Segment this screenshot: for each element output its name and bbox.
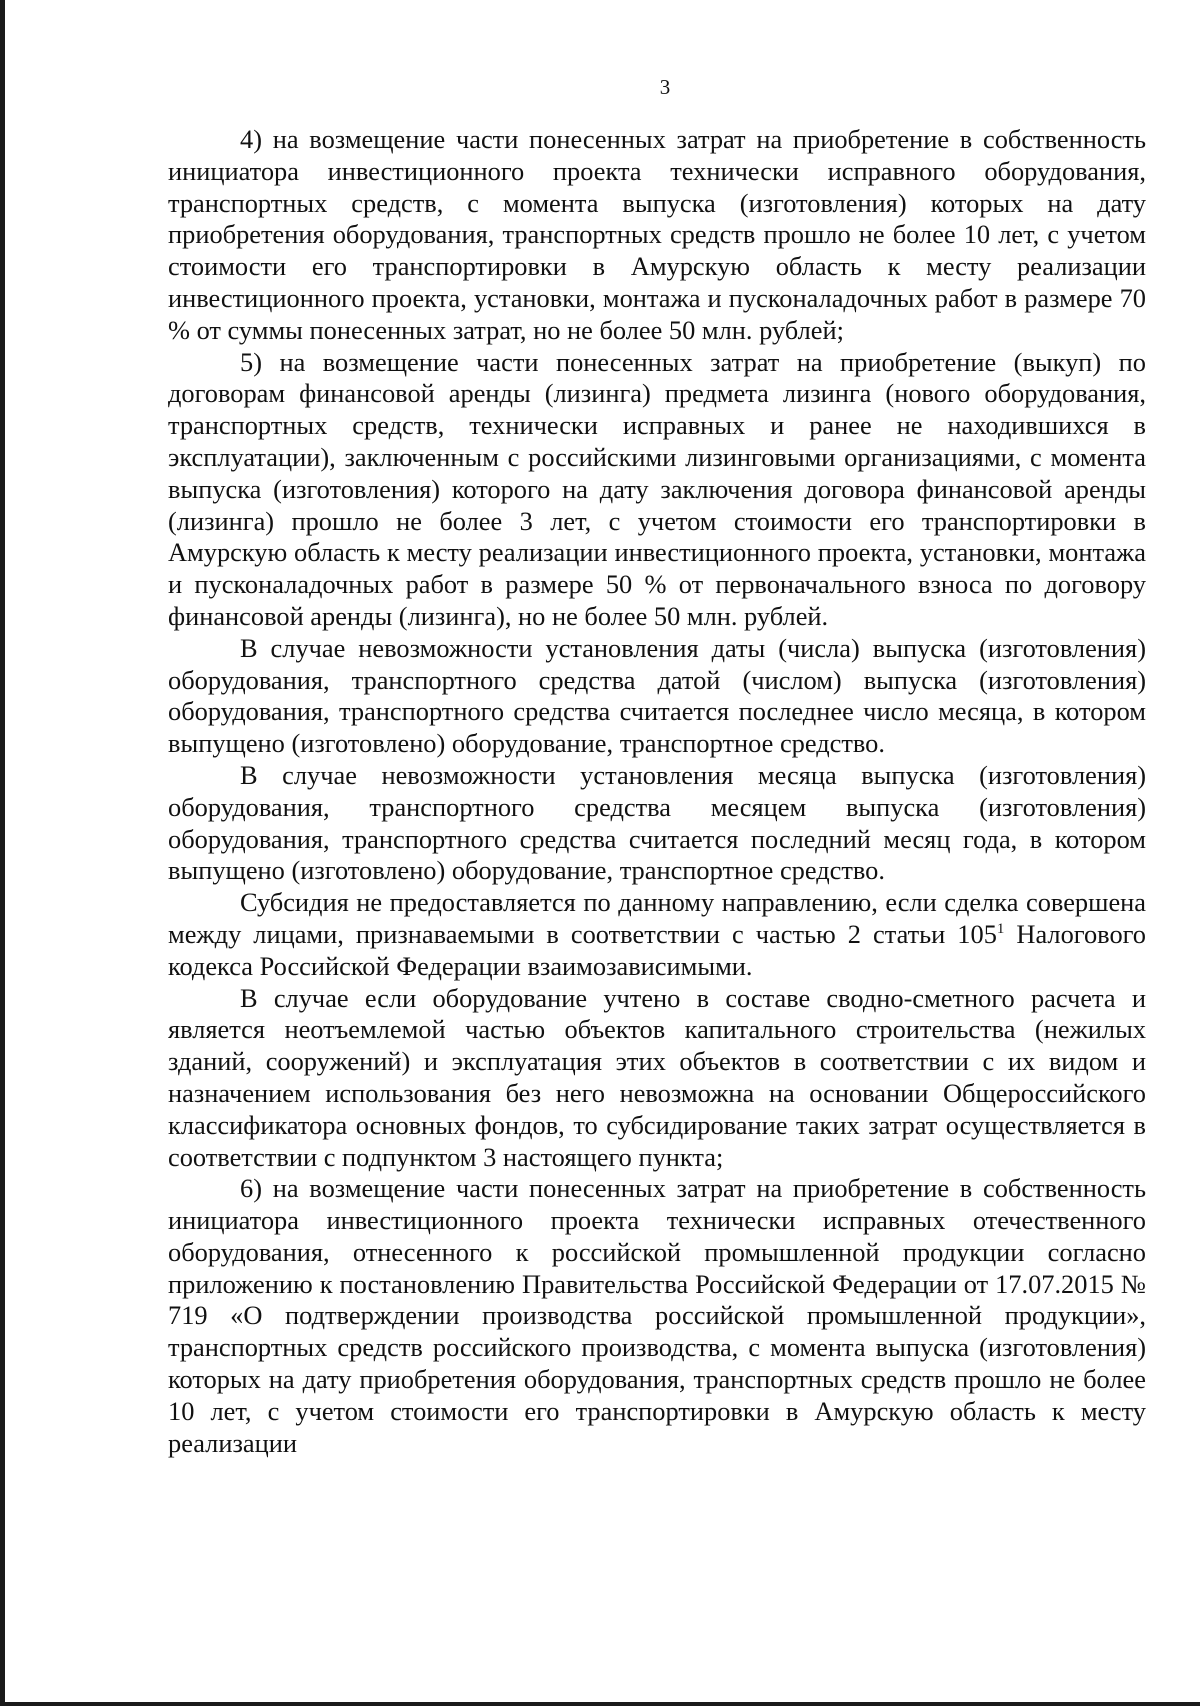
paragraph-release-month: В случае невозможности установления месяца выпуска (изготовления) оборудования, транспортного средства месяцем выпуска (изготовления) оборудования, транспортного средства считается последний месяц года, в котором выпущено (изготовлено) оборудование, транспортное средство. <box>168 759 1146 886</box>
subsidy-text-start: Субсидия не предоставляется по данному направлению, если сделка совершена между лицами, признаваемыми в соответствии с частью 2 статьи 105 <box>168 887 1146 949</box>
paragraph-subsidy-exclusion <box>168 887 1146 982</box>
page-number: 3 <box>659 75 671 99</box>
scan-left-edge <box>0 0 5 1706</box>
body-text <box>168 124 1146 1459</box>
subsidy-text-end: Налогового кодекса Российской Федерации взаимозависимыми. <box>168 918 1147 981</box>
paragraph-item-6: 6) на возмещение части понесенных затрат на приобретение в собственность инициатора инвестиционного проекта технически исправных отечественного оборудования, отнесенного к российской промышленной продукции согласно приложению к постановлению Правительства Российской Федерации от 17.07.2015 № 719 «О подтверждении производства российской промышленной продукции», транспортных средств российского производства, с момента выпуска (изготовления) которых на дату приобретения оборудования, транспортных средств прошло не более 10 лет, с учетом стоимости его транспортировки в Амурскую область к месту реализации <box>168 1173 1146 1458</box>
article-superscript: 1 <box>996 921 1005 938</box>
paragraph-item-4: 4) на возмещение части понесенных затрат на приобретение в собственность инициатора инвестиционного проекта технически исправного оборудования, транспортных средств, с момента выпуска (изготовления) которых на дату приобретения оборудования, транспортных средств прошло не более 10 лет, с учетом стоимости его транспортировки в Амурскую область к месту реализации инвестиционного проекта, установки, монтажа и пусконаладочных работ в размере 70 % от суммы понесенных затрат, но не более 50 млн. рублей; <box>168 124 1146 345</box>
paragraph-equipment-construction: В случае если оборудование учтено в составе сводно-сметного расчета и является неотъемлемой частью объектов капитального строительства (нежилых зданий, сооружений) и эксплуатация этих объектов в соответствии с их видом и назначением использования без него невозможна на основании Общероссийского классификатора основных фондов, то субсидирование таких затрат осуществляется в соответствии с подпунктом 3 настоящего пункта; <box>168 982 1146 1172</box>
paragraph-release-date: В случае невозможности установления даты (числа) выпуска (изготовления) оборудования, транспортного средства датой (числом) выпуска (изготовления) оборудования, транспортного средства считается последнее число месяца, в котором выпущено (изготовлено) оборудование, транспортное средство. <box>168 632 1146 759</box>
scan-bottom-edge <box>0 1702 1200 1706</box>
paragraph-item-5: 5) на возмещение части понесенных затрат на приобретение (выкуп) по договорам финансовой аренды (лизинга) предмета лизинга (нового оборудования, транспортных средств, технически исправных и ранее не находившихся в эксплуатации), заключенным с российскими лизинговыми организациями, с момента выпуска (изготовления) которого на дату заключения договора финансовой аренды (лизинга) прошло не более 3 лет, с учетом стоимости его транспортировки в Амурскую область к месту реализации инвестиционного проекта, установки, монтажа и пусконаладочных работ в размере 50 % от первоначального взноса по договору финансовой аренды (лизинга), но не более 50 млн. рублей. <box>168 346 1146 631</box>
